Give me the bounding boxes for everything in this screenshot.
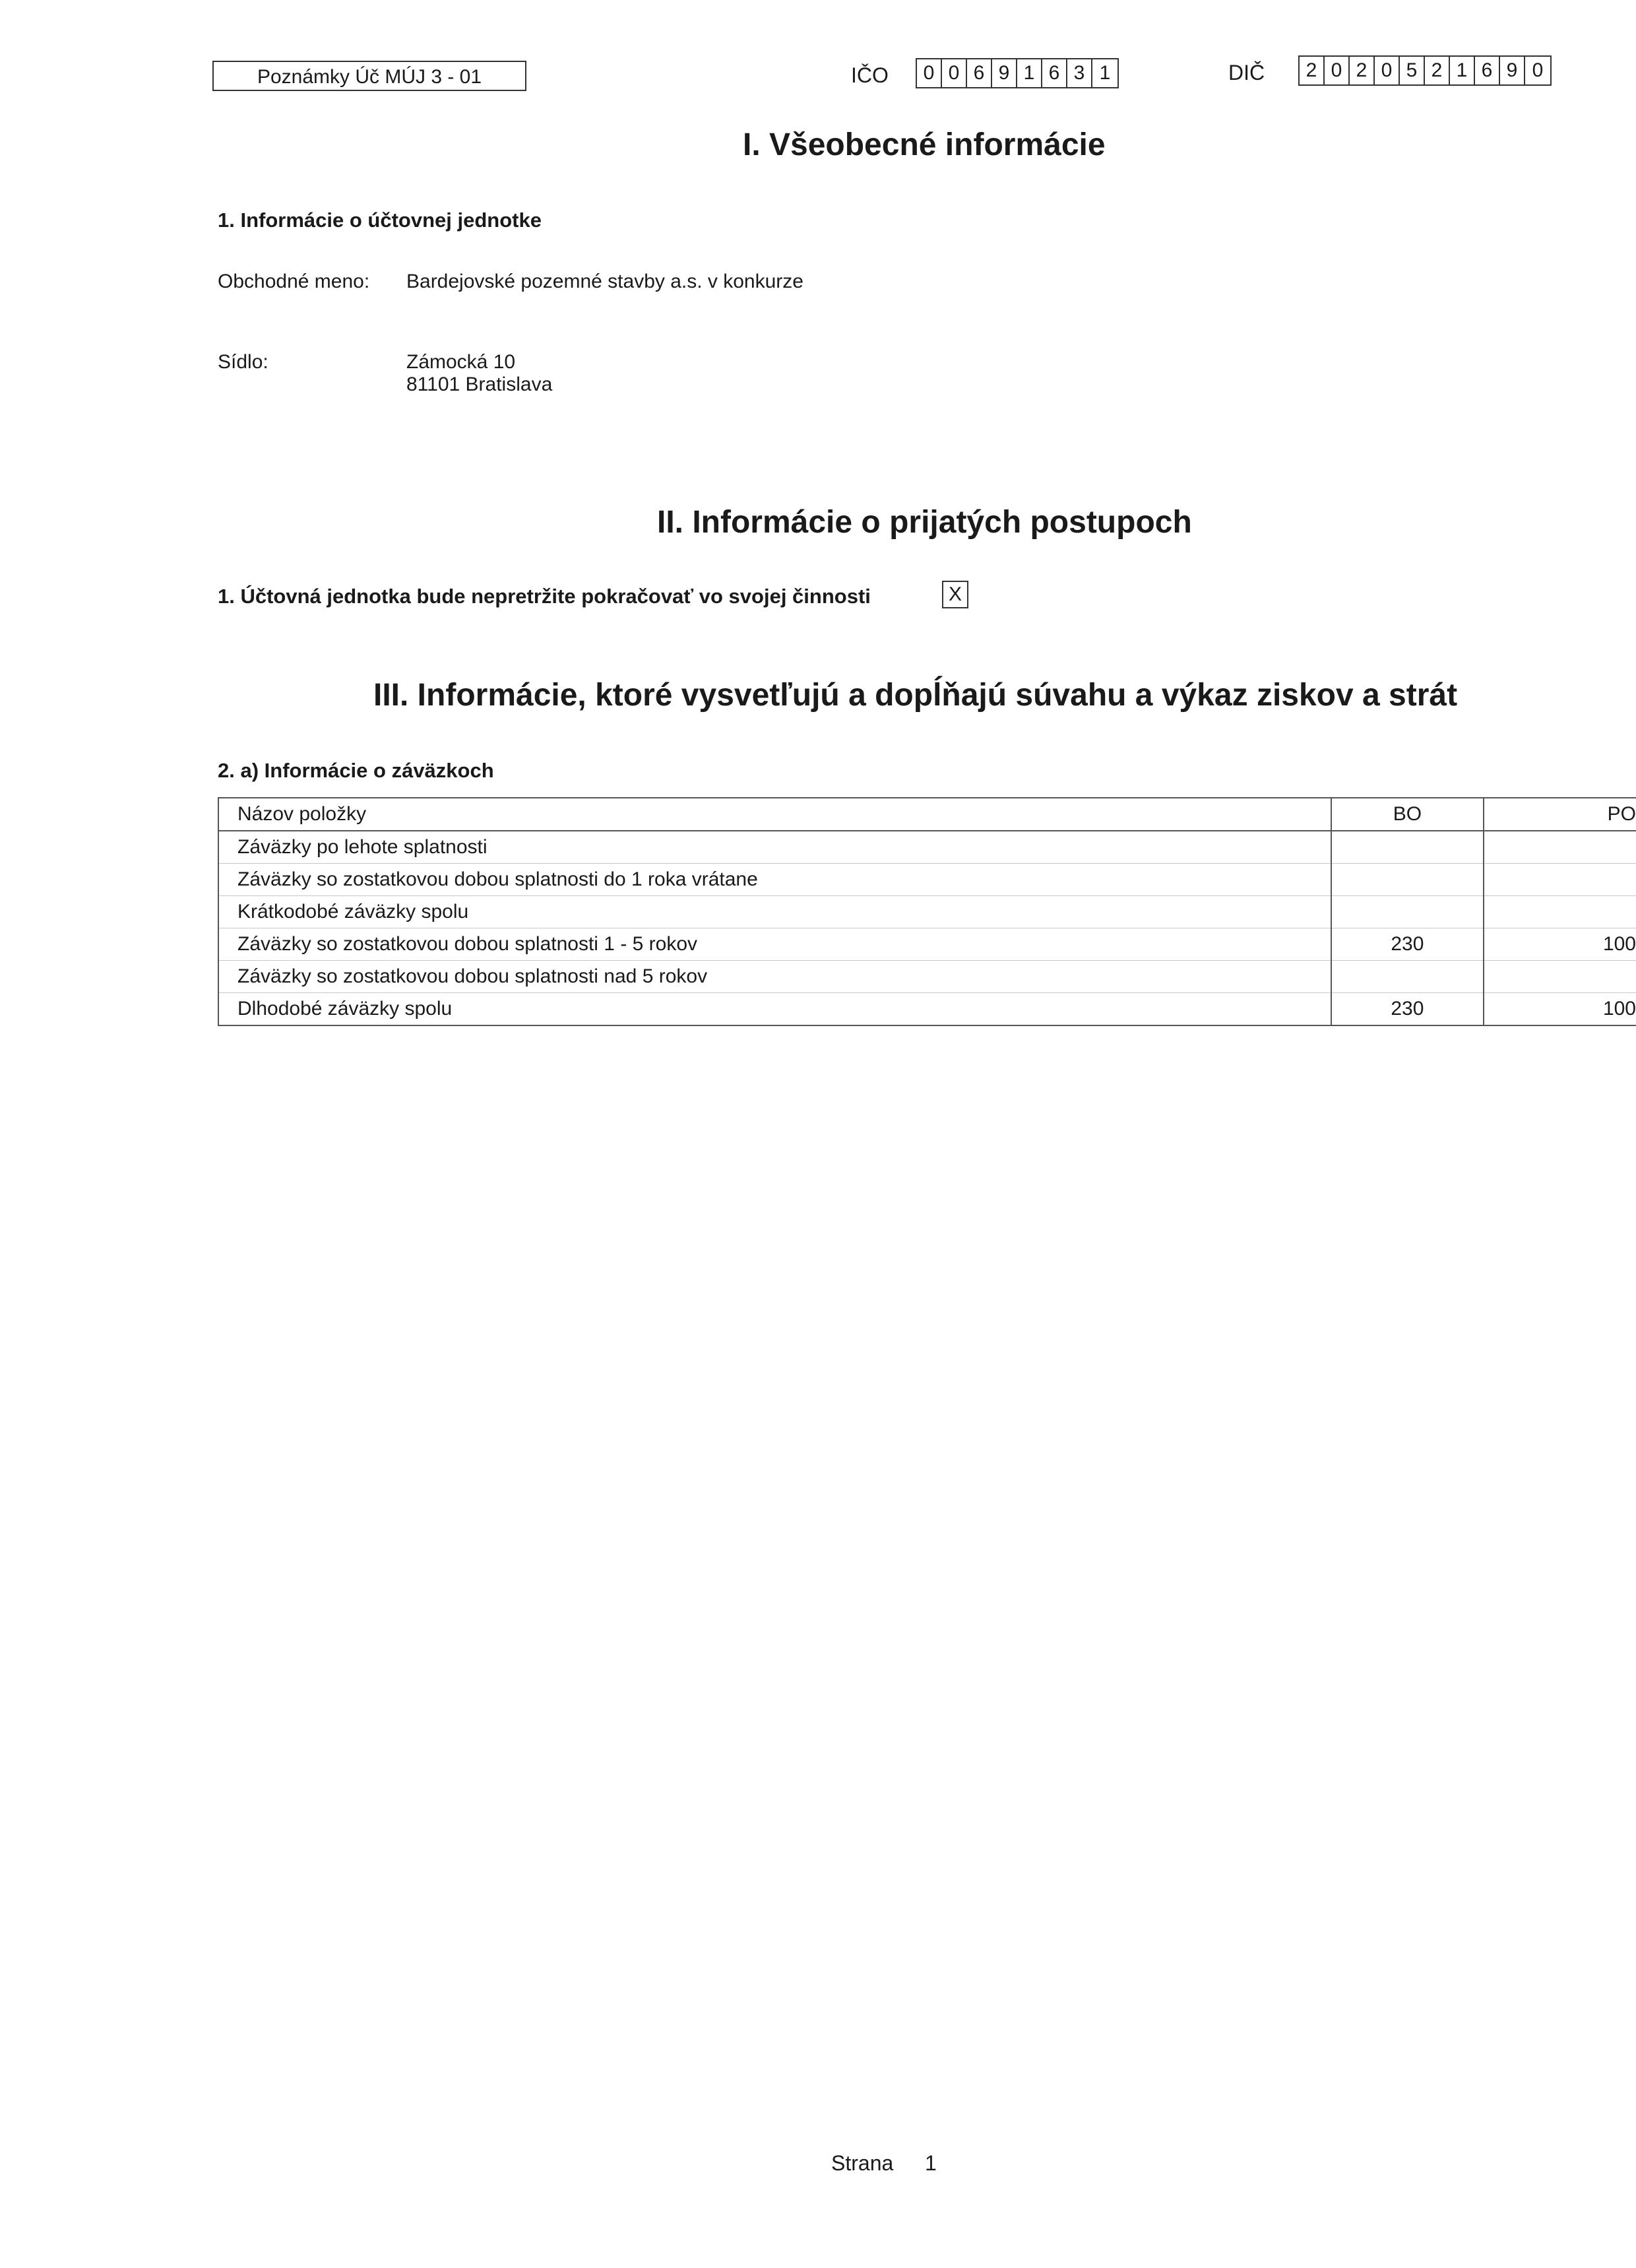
row-name: Záväzky so zostatkovou dobou splatnosti nad 5 rokov [218,961,1331,993]
row-po [1484,831,1636,864]
ico-digit: 6 [1042,59,1067,87]
row-name: Záväzky so zostatkovou dobou splatnosti 1 - 5 rokov [218,928,1331,961]
table-row [218,831,1636,864]
seat-label: Sídlo: [218,351,268,373]
seat-street: Zámocká 10 [406,351,516,373]
ico-digit: 0 [917,59,942,87]
form-id-box: Poznámky Úč MÚJ 3 - 01 [212,61,526,91]
row-po: 100 [1484,928,1636,961]
ico-label: IČO [851,63,889,87]
section-1-subtitle: 1. Informácie o účtovnej jednotke [218,209,542,232]
table-row [218,864,1636,896]
continuity-statement: 1. Účtovná jednotka bude nepretržite pokračovať vo svojej činnosti [218,585,871,608]
seat-city: 81101 Bratislava [406,373,553,395]
section-3-subtitle: 2. a) Informácie o záväzkoch [218,759,494,782]
dic-digit: 0 [1532,59,1544,81]
section-3-title: III. Informácie, ktoré vysvetľujú a dopĺňajú súvahu a výkaz ziskov a strát [373,678,1458,713]
table-row [218,993,1636,1026]
column-header-name: Názov položky [218,798,1331,831]
dic-digit: 5 [1400,57,1425,84]
dic-digit: 2 [1350,57,1375,84]
row-name: Záväzky po lehote splatnosti [218,831,1331,864]
dic-digit: 0 [1375,57,1400,84]
dic-digit: 9 [1500,57,1525,84]
row-bo [1331,831,1484,864]
row-name: Záväzky so zostatkovou dobou splatnosti do 1 roka vrátane [218,864,1331,896]
ico-digit: 0 [942,59,967,87]
table-row [218,928,1636,961]
section-2-title: II. Informácie o prijatých postupoch [657,505,1192,540]
page-number: 1 [925,2151,937,2175]
section-1-title: I. Všeobecné informácie [743,127,1106,162]
table-row [218,896,1636,928]
row-po: 100 [1484,993,1636,1026]
continuity-checkbox: X [942,581,968,608]
row-bo [1331,896,1484,928]
ico-digit: 9 [992,59,1017,87]
page-label: Strana [831,2151,894,2175]
row-name: Krátkodobé záväzky spolu [218,896,1331,928]
ico-digit: 6 [967,59,992,87]
company-name-label: Obchodné meno: [218,271,370,292]
column-header-bo: BO [1331,798,1484,831]
dic-digit-box [1298,55,1552,86]
dic-digit: 0 [1325,57,1350,84]
row-bo [1331,864,1484,896]
dic-digit: 2 [1425,57,1450,84]
column-header-po: PO [1484,798,1636,831]
dic-digit: 2 [1300,57,1325,84]
row-bo [1331,961,1484,993]
dic-digit: 6 [1475,57,1500,84]
table-header-row [218,798,1636,831]
company-name-value: Bardejovské pozemné stavby a.s. v konkurze [406,271,803,292]
row-bo: 230 [1331,928,1484,961]
row-name: Dlhodobé záväzky spolu [218,993,1331,1026]
row-po [1484,864,1636,896]
ico-digit: 3 [1067,59,1092,87]
ico-digit: 1 [1099,62,1111,84]
ico-digit: 1 [1017,59,1042,87]
table-row [218,961,1636,993]
dic-label: DIČ [1228,61,1265,84]
ico-digit-box [916,58,1119,88]
row-bo: 230 [1331,993,1484,1026]
row-po [1484,896,1636,928]
dic-digit: 1 [1450,57,1475,84]
liabilities-table [218,797,1636,1026]
row-po [1484,961,1636,993]
